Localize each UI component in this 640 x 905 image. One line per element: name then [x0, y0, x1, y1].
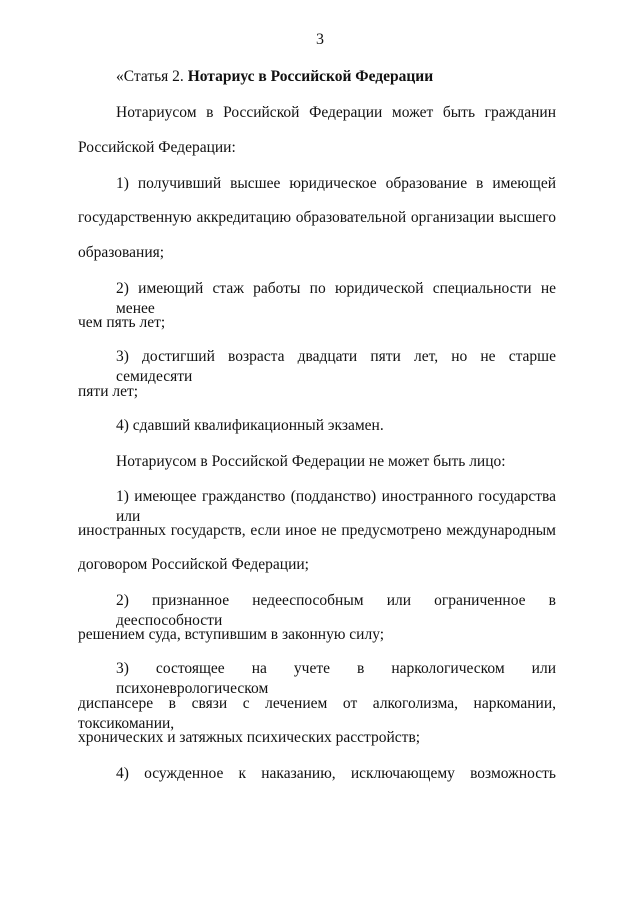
list-item-line: диспансере в связи с лечением от алкоголизма, наркомании, токсикомании, [78, 695, 556, 732]
list-item-line: 4) сдавший квалификационный экзамен. [116, 417, 384, 434]
paragraph-line: Российской Федерации: [78, 139, 236, 156]
list-item-line: 1) имеющее гражданство (подданство) иностранного государства или [116, 488, 556, 525]
list-item-line: 3) состоящее на учете в наркологическом или психоневрологическом [116, 660, 556, 697]
list-item-line: государственную аккредитацию образовательной организации высшего [78, 209, 556, 226]
list-item-line: 1) получивший высшее юридическое образование в имеющей [116, 175, 556, 192]
list-item-line: хронических и затяжных психических расстройств; [78, 729, 421, 746]
list-item-line: договором Российской Федерации; [78, 556, 309, 573]
list-item-line: чем пять лет; [78, 314, 166, 331]
list-item-line: 4) осужденное к наказанию, исключающему возможность [116, 765, 556, 782]
list-item-line: 2) признанное недееспособным или ограниченное в дееспособности [116, 592, 556, 629]
article-title: Нотариус в Российской Федерации [187, 68, 434, 85]
list-item-line: иностранных государств, если иное не предусмотрено международным [78, 522, 556, 539]
list-item-line: образования; [78, 244, 165, 261]
list-item-line: пяти лет; [78, 383, 139, 400]
article-heading [116, 67, 433, 87]
page-number: 3 [316, 31, 324, 48]
list-item-line: 3) достигший возраста двадцати пяти лет, но не старше семидесяти [116, 348, 556, 385]
paragraph-line: Нотариусом в Российской Федерации не может быть лицо: [116, 453, 506, 470]
list-item-line: решением суда, вступившим в законную силу; [78, 626, 385, 643]
list-item-line: 2) имеющий стаж работы по юридической специальности не менее [116, 280, 556, 317]
article-number: «Статья 2. [116, 68, 188, 85]
paragraph-line: Нотариусом в Российской Федерации может быть гражданин [116, 104, 556, 121]
